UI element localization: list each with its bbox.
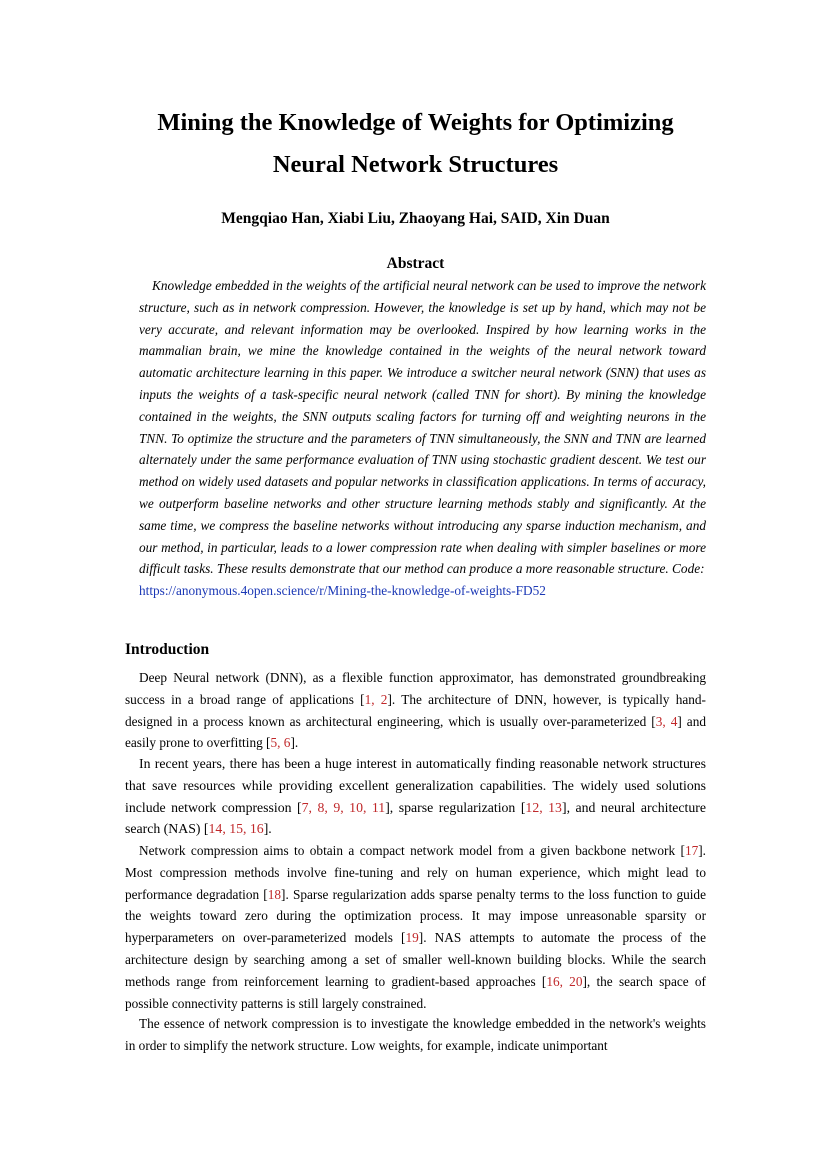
- code-link[interactable]: https://anonymous.4open.science/r/Mining-the-knowledge-of-weights-FD52: [139, 583, 546, 599]
- intro-paragraph-3: [125, 840, 706, 1014]
- p1-text-3: ] and easily prone to overfitting [: [125, 713, 706, 751]
- paper-title: [125, 102, 706, 186]
- citation-link[interactable]: 17: [684, 843, 699, 858]
- p4-text-1: The essence of network compression is to investigate the knowledge embedded in the network's weights in order to simplify the network structure. Low weights, for example, indicate unimportant: [125, 1016, 706, 1053]
- citation-link[interactable]: 12, 13: [525, 799, 562, 815]
- citation-link[interactable]: 7, 8, 9, 10, 11: [301, 799, 386, 815]
- p2-text-1: In recent years, there has been a huge interest in automatically finding reasonable network structures that save resources while providing excellent generalization capabilities. The widely used solutions include network compression [: [125, 756, 706, 815]
- abstract-text: Knowledge embedded in the weights of the artificial neural network can be used to improve the network structure, such as in network compression. However, the knowledge is set up by hand, which may not be very accurate, and relevant information may be overlooked. Inspired by how learning works in the mammalian brain, we mine the knowledge contained in the weights of the neural network toward automatic architecture learning in this paper. We introduce a switcher neural network (SNN) that uses as inputs the weights of a task-specific neural network (called TNN for short). By mining the knowledge contained in the weights, the SNN outputs scaling factors for turning off and weighting neurons in the TNN. To optimize the structure and the parameters of TNN simultaneously, the SNN and TNN are learned alternately under the same performance evaluation of TNN using stochastic gradient descent. We test our method on widely used datasets and popular networks in classification applications. In terms of accuracy, we outperform baseline networks and other structure learning methods stably and significantly. At the same time, we compress the baseline networks without introducing any sparse induction mechanism, and our method, in particular, leads to a lower compression rate when dealing with simpler baselines or more difficult tasks. These results demonstrate that our method can produce a more reasonable structure. Code:: [139, 278, 706, 577]
- p3-text-4: ]. NAS attempts to automate the process of the architecture design by searching among a set of smaller well-known building blocks. While the search methods range from reinforcement learning to gradient-based approaches [: [125, 930, 706, 989]
- title-line-2: Neural Network Structures: [272, 151, 559, 178]
- p2-text-4: ].: [263, 821, 272, 837]
- citation-link[interactable]: 19: [405, 930, 419, 946]
- p2-text-2: ], sparse regularization [: [385, 799, 526, 815]
- p3-text-1: Network compression aims to obtain a compact network model from a given backbone network [: [139, 843, 685, 858]
- p1-text-4: ].: [290, 735, 299, 751]
- citation-link[interactable]: 3, 4: [655, 713, 678, 729]
- citation-link[interactable]: 16, 20: [546, 973, 583, 989]
- p1-text-1: Deep Neural network (DNN), as a flexible function approximator, has demonstrated groundbreaking success in a broad range of applications [: [125, 670, 706, 707]
- citation-link[interactable]: 1, 2: [364, 691, 388, 707]
- citation-link[interactable]: 5, 6: [270, 735, 291, 751]
- citation-link[interactable]: 18: [267, 886, 282, 902]
- citation-link[interactable]: 14, 15, 16: [208, 821, 264, 837]
- p2-text-3: ], and neural architecture search (NAS) [: [125, 799, 706, 837]
- title-line-1: Mining the Knowledge of Weights for Optimizing: [157, 109, 674, 136]
- intro-paragraph-2: [125, 753, 706, 840]
- author-list: Mengqiao Han, Xiabi Liu, Zhaoyang Hai, SAID, Xin Duan: [221, 210, 610, 227]
- p1-text-2: ]. The architecture of DNN, however, is typically hand-designed in a process known as architectural engineering, which is usually over-parameterized [: [125, 691, 706, 729]
- p3-text-5: ], the search space of possible connectivity patterns is still largely constrained.: [125, 973, 706, 1011]
- intro-paragraph-1: [125, 667, 706, 754]
- abstract-heading: Abstract: [386, 255, 445, 272]
- introduction-heading: Introduction: [125, 641, 210, 658]
- p3-text-3: ]. Sparse regularization adds sparse penalty terms to the loss function to guide the weights toward zero during the optimization process. It may impose unreasonable sparsity or hyperparameters on over-parameterized models [: [125, 886, 706, 946]
- intro-paragraph-4: [125, 1013, 706, 1057]
- p3-text-2: ]. Most compression methods involve fine-tuning and rely on human experience, which might lead to performance degradation [: [125, 843, 706, 902]
- abstract-body: [139, 275, 706, 602]
